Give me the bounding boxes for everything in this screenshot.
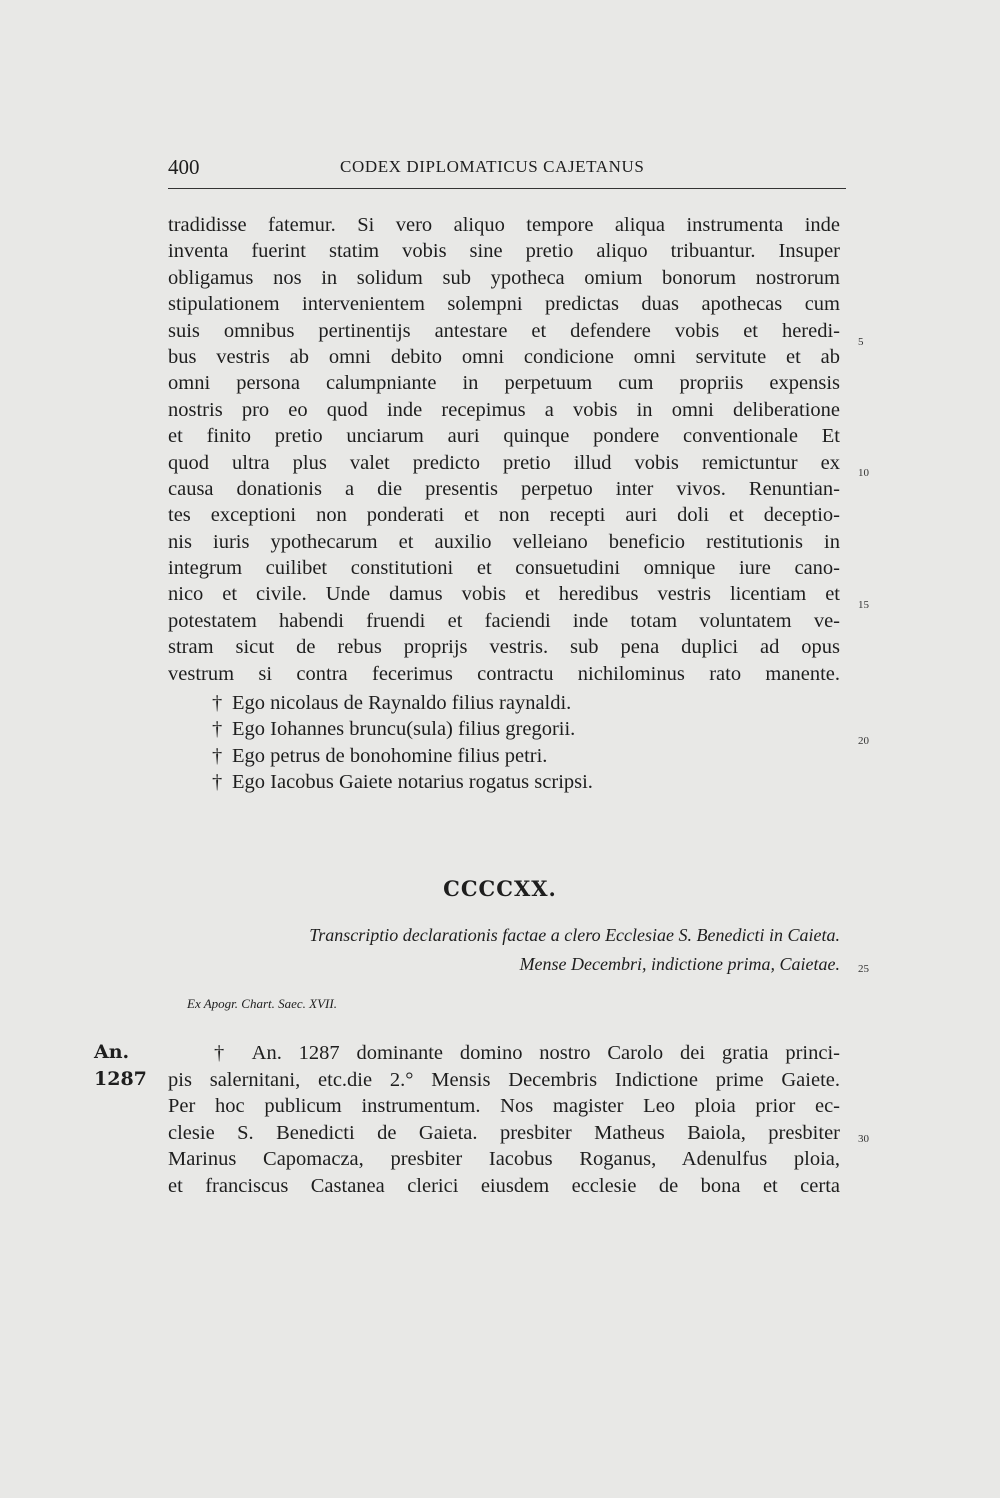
- cross-mark: †: [212, 718, 223, 741]
- text-line: nostris pro eo quod inde recepimus a vobis in omni deliberatione: [168, 398, 840, 421]
- text-line: pis salernitani, etc.die 2.° Mensis Decembris Indictione prime Gaiete.: [168, 1068, 840, 1091]
- text-line: Marinus Capomacza, presbiter Iacobus Roganus, Adenulfus ploia,: [168, 1148, 840, 1170]
- signature-text: Ego Iohannes bruncu(sula) filius gregorii.: [232, 718, 576, 741]
- line-number: 20: [858, 735, 869, 747]
- cross-mark: †: [212, 744, 223, 767]
- text-line: quod ultra plus valet predicto pretio illud vobis remictuntur ex: [168, 451, 840, 474]
- text-line: nico et civile. Unde damus vobis et heredibus vestris licentiam et: [168, 583, 840, 606]
- text-line: bus vestris ab omni debito omni condicione omni servitute et ab: [168, 345, 840, 368]
- signature-text: Ego Iacobus Gaiete notarius rogatus scripsi.: [232, 771, 593, 794]
- body-text: [168, 212, 840, 687]
- signature-line: [212, 716, 593, 742]
- margin-label: An.: [94, 1041, 130, 1063]
- text-line: clesie S. Benedicti de Gaieta. presbiter Matheus Baiola, presbiter: [168, 1121, 840, 1144]
- signature-line: [212, 690, 593, 716]
- document-date: Mense Decembri, indictione prima, Caietae.: [519, 954, 840, 974]
- text-line: integrum cuilibet constitutioni et consuetudini omnique iure cano-: [168, 557, 840, 580]
- text-line: potestatem habendi fruendi et faciendi inde totam voluntatem ve-: [168, 609, 840, 632]
- document-number: CCCCXX.: [443, 876, 557, 901]
- text-line: stipulationem intervenientem solempni predictas duas apothecas cum: [168, 293, 840, 316]
- page-header: [168, 155, 846, 185]
- document-text: [168, 1040, 840, 1199]
- text-line: stram sicut de rebus proprijs vestris. sub pena duplici ad opus: [168, 636, 840, 659]
- document-summary: Transcriptio declarationis factae a clero Ecclesiae S. Benedicti in Caieta.: [309, 925, 840, 945]
- header-rule: [168, 188, 846, 189]
- text-line: omni persona calumpniante in perpetuum cum propriis expensis: [168, 372, 840, 395]
- line-number: 25: [858, 963, 869, 975]
- running-title: CODEX DIPLOMATICUS CAJETANUS: [340, 157, 645, 176]
- text-line: et finito pretio unciarum auri quinque pondere conventionale Et: [168, 425, 840, 448]
- line-number: 15: [858, 599, 869, 611]
- page-number: 400: [168, 155, 200, 179]
- text-line: † An. 1287 dominante domino nostro Carolo dei gratia princi-: [214, 1042, 840, 1064]
- signature-text: Ego nicolaus de Raynaldo filius raynaldi.: [232, 692, 572, 714]
- source-note: Ex Apogr. Chart. Saec. XVII.: [187, 996, 337, 1011]
- signature-text: Ego petrus de bonohomine filius petri.: [232, 744, 548, 767]
- text-line: vestrum si contra fecerimus contractu nichilominus rato manente.: [168, 662, 840, 685]
- signature-block: [212, 690, 593, 796]
- text-line: nis iuris ypothecarum et auxilio velleiano beneficio restitutionis in: [168, 530, 840, 553]
- line-number: 30: [858, 1133, 869, 1145]
- text-line: tes exceptioni non ponderati et non recepti auri doli et deceptio-: [168, 504, 840, 527]
- line-number: 10: [858, 467, 869, 479]
- signature-line: [212, 743, 593, 769]
- text-line: Per hoc publicum instrumentum. Nos magister Leo ploia prior ec-: [168, 1095, 840, 1117]
- text-line: inventa fuerint statim vobis sine pretio aliquo tribuantur. Insuper: [168, 240, 840, 263]
- signature-line: [212, 769, 593, 795]
- text-line: obligamus nos in solidum sub ypotheca omium bonorum nostrorum: [168, 266, 840, 289]
- text-line: tradidisse fatemur. Si vero aliquo tempore aliqua instrumenta inde: [168, 214, 840, 236]
- text-line: causa donationis a die presentis perpetuo inter vivos. Renuntian-: [168, 477, 840, 500]
- text-line: suis omnibus pertinentijs antestare et defendere vobis et heredi-: [168, 319, 840, 342]
- cross-mark: †: [212, 771, 223, 794]
- margin-year: 1287: [94, 1068, 147, 1090]
- cross-mark: †: [212, 692, 223, 714]
- text-line: et franciscus Castanea clerici eiusdem ecclesie de bona et certa: [168, 1174, 840, 1197]
- line-number: 5: [858, 336, 864, 348]
